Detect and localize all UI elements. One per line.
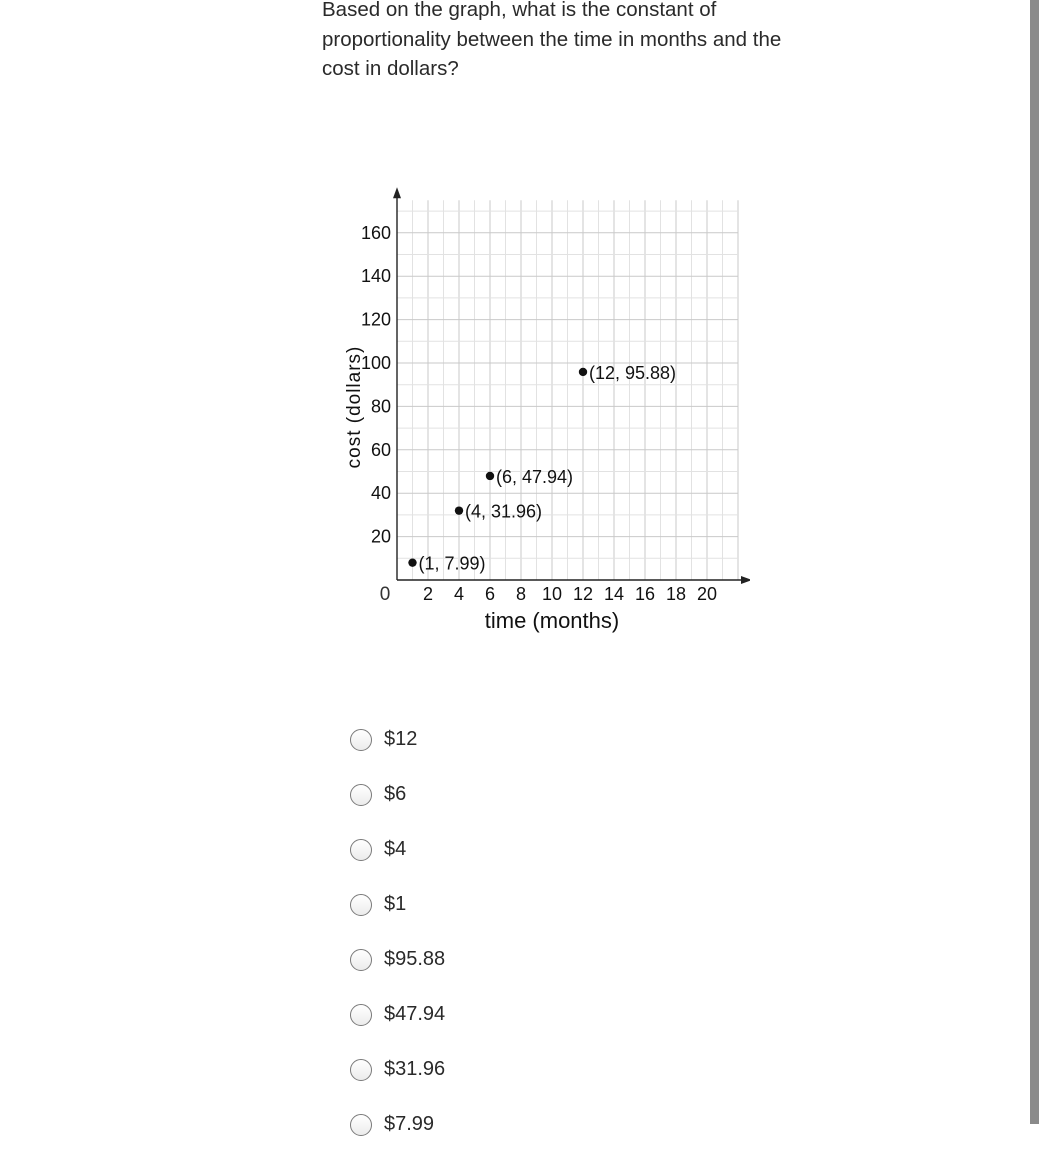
data-point-label: (12, 95.88) xyxy=(589,362,677,383)
answer-option-label: $1 xyxy=(384,893,407,915)
radio-button[interactable] xyxy=(350,1004,372,1026)
x-tick-label: 2 xyxy=(422,584,434,604)
x-tick-label: 20 xyxy=(696,584,718,604)
answer-option[interactable] xyxy=(350,932,445,987)
answer-option[interactable] xyxy=(350,822,445,877)
answer-option[interactable] xyxy=(350,877,445,932)
radio-button[interactable] xyxy=(350,1059,372,1081)
y-tick-label: 60 xyxy=(370,439,391,460)
scrollbar[interactable] xyxy=(1030,0,1039,1124)
y-axis-label: cost (dollars) xyxy=(344,345,365,469)
x-tick-label: 6 xyxy=(484,584,496,604)
radio-button[interactable] xyxy=(350,949,372,971)
x-tick-label: 16 xyxy=(634,584,656,604)
y-tick-label: 80 xyxy=(370,396,391,417)
x-tick-label: 14 xyxy=(603,584,625,604)
x-tick-label: 10 xyxy=(541,584,563,604)
y-tick-label: 140 xyxy=(360,266,391,287)
answer-option-label: $95.88 xyxy=(384,948,446,970)
data-point xyxy=(579,368,587,376)
radio-button[interactable] xyxy=(350,839,372,861)
x-tick-label: 8 xyxy=(515,584,527,604)
x-tick-label: 4 xyxy=(453,584,465,604)
data-point xyxy=(455,506,463,514)
answer-option[interactable] xyxy=(350,987,445,1042)
answer-option-label: $6 xyxy=(384,783,407,805)
x-axis-arrow xyxy=(741,576,750,584)
answer-option[interactable] xyxy=(350,1042,445,1097)
y-tick-label: 100 xyxy=(360,353,391,373)
answer-options xyxy=(350,712,445,1152)
answer-option-label: $47.94 xyxy=(384,1003,446,1025)
x-tick-label: 18 xyxy=(665,584,687,604)
data-point-label: (1, 7.99) xyxy=(418,553,486,574)
y-axis-arrow xyxy=(393,187,401,198)
graph-svg xyxy=(330,180,750,640)
data-point xyxy=(486,472,494,480)
data-point-label: (4, 31.96) xyxy=(465,501,543,522)
question-text: Based on the graph, what is the constant of proportionality between the time in months and the cost in dollars? xyxy=(322,0,782,80)
answer-option-label: $31.96 xyxy=(384,1058,446,1080)
y-tick-label: 40 xyxy=(370,483,391,504)
proportionality-graph xyxy=(330,180,750,645)
radio-button[interactable] xyxy=(350,894,372,916)
answer-option[interactable] xyxy=(350,712,445,767)
y-tick-label: 120 xyxy=(360,309,391,330)
data-point-label: (6, 47.94) xyxy=(496,466,574,487)
radio-button[interactable] xyxy=(350,729,372,751)
answer-option[interactable] xyxy=(350,767,445,822)
y-tick-label: 160 xyxy=(360,222,391,243)
data-points xyxy=(408,363,676,574)
x-tick-label: 12 xyxy=(572,584,594,604)
x-axis-label: time (months) xyxy=(484,608,620,633)
tick-labels xyxy=(361,223,717,605)
y-tick-label: 20 xyxy=(370,526,391,547)
data-point xyxy=(408,558,416,566)
answer-option-label: $7.99 xyxy=(384,1113,435,1135)
answer-option-label: $4 xyxy=(384,838,407,860)
grid xyxy=(397,200,738,580)
radio-button[interactable] xyxy=(350,784,372,806)
answer-option-label: $12 xyxy=(384,728,418,750)
radio-button[interactable] xyxy=(350,1114,372,1136)
origin-label: 0 xyxy=(379,584,391,605)
axes xyxy=(393,187,750,584)
answer-option[interactable] xyxy=(350,1097,445,1152)
